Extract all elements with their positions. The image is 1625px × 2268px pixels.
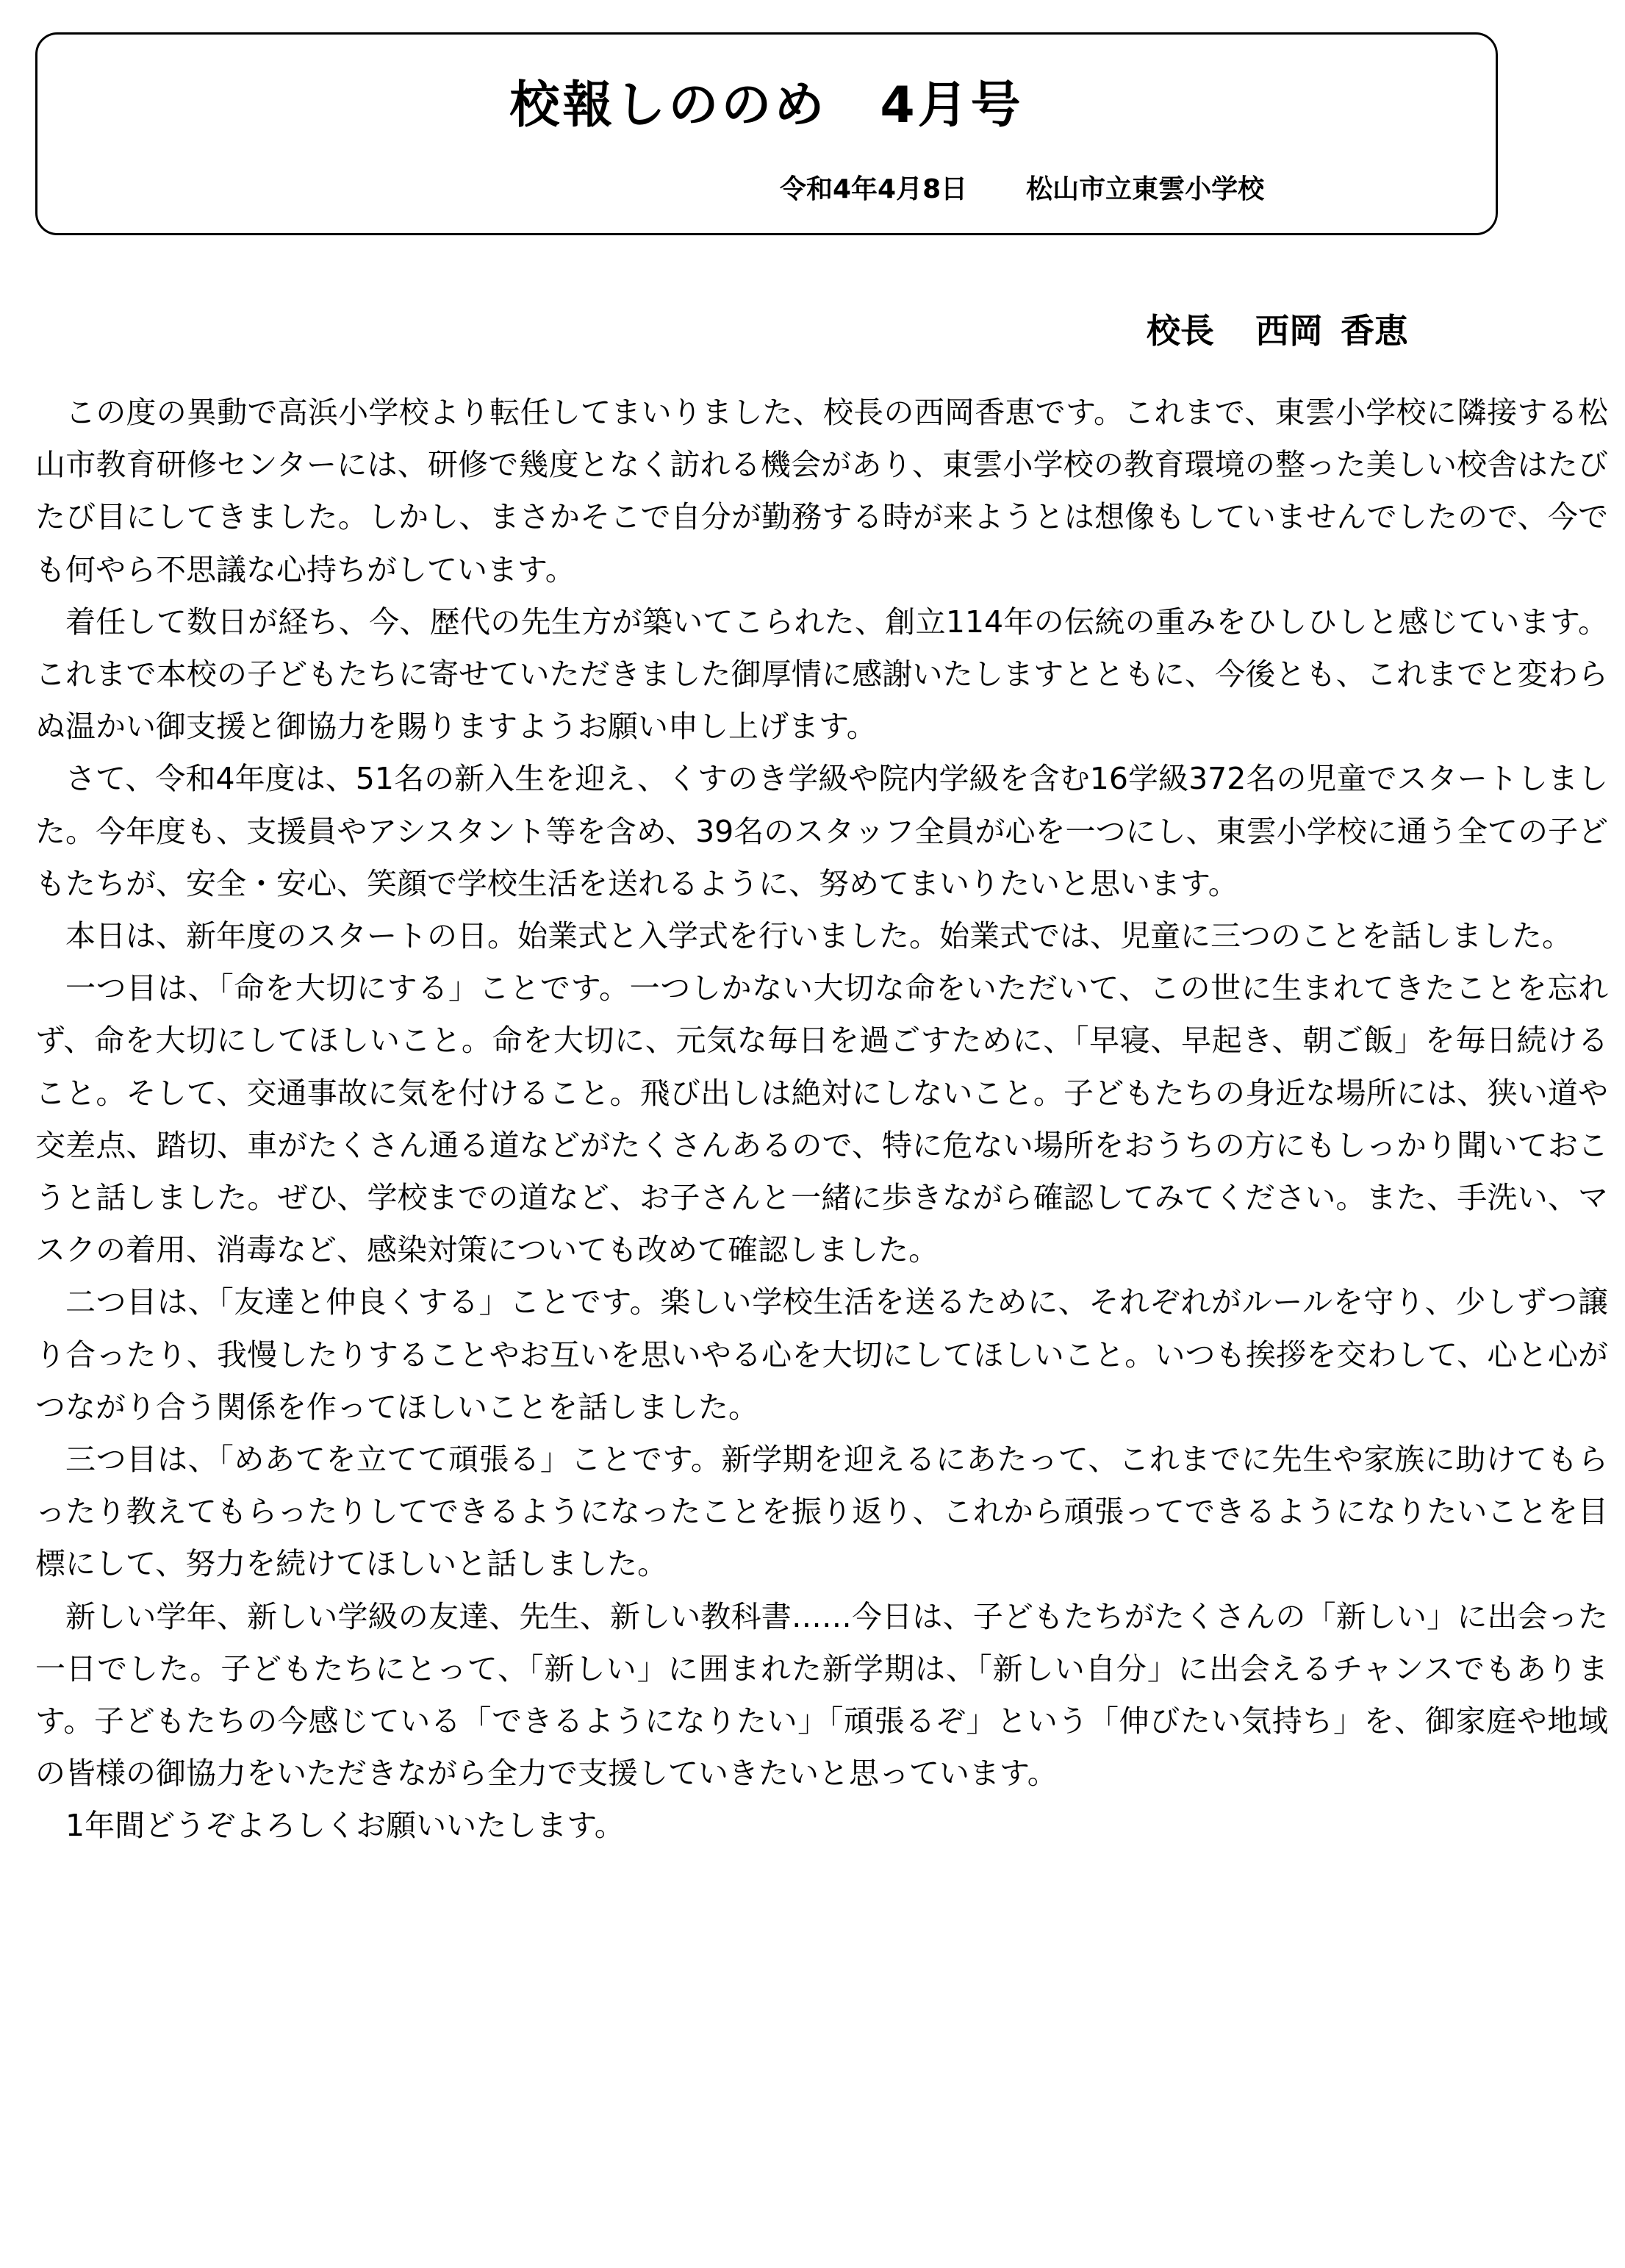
paragraph-third-point: 三つ目は、「めあてを立てて頑張る」ことです。新学期を迎えるにあたって、これまでに先生や家族に助けてもらったり教えてもらったりしてできるようになったことを振り返り、これから頑張ってできるようになりたいことを目標にして、努力を続けてほしいと話しました。 xyxy=(35,1442,1608,1582)
school-name: 松山市立東雲小学校 xyxy=(1026,174,1265,204)
newsletter-title: 校報しののめ 4月号 xyxy=(509,76,1024,135)
paragraph-opening-ceremony: 本日は、新年度のスタートの日。始業式と入学式を行いました。始業式では、児童に三つのことを話しました。 xyxy=(65,918,1572,954)
newsletter-header-box xyxy=(35,32,1498,235)
paragraph-first-point: 一つ目は、「命を大切にする」ことです。一つしかない大切な命をいただいて、この世に生まれてきたことを忘れず、命を大切にしてほしいこと。命を大切に、元気な毎日を過ごすために、「早寝、早起き、朝ご飯」を毎日続けること。そして、交通事故に気を付けること。飛び出しは絶対にしないこと。子どもたちの身近な場所には、狭い道や交差点、踏切、車がたくさん通る道などがたくさんあるので、特に危ない場所をおうちの方にもしっかり聞いておこうと話しました。ぜひ、学校までの道など、お子さんと一緒に歩きながら確認してみてください。また、手洗い、マスクの着用、消毒など、感染対策についても改めて確認しました。 xyxy=(35,970,1608,1268)
paragraph-intro: この度の異動で高浜小学校より転任してまいりました、校長の西岡香恵です。これまで、東雲小学校に隣接する松山市教育研修センターには、研修で幾度となく訪れる機会があり、東雲小学校の教育環境の整った美しい校舎はたびたび目にしてきました。しかし、まさかそこで自分が勤務する時が来ようとは想像もしていませんでしたので、今でも何やら不思議な心持ちがしています。 xyxy=(35,395,1608,587)
paragraph-new-things: 新しい学年、新しい学級の友達、先生、新しい教科書……今日は、子どもたちがたくさんの「新しい」に出会った一日でした。子どもたちにとって、「新しい」に囲まれた新学期は、「新しい自分」に出会えるチャンスでもあります。子どもたちの今感じている「できるようになりたい」「頑張るぞ」という「伸びたい気持ち」を、御家庭や地域の皆様の御協力をいただきながら全力で支援していきたいと思っています。 xyxy=(35,1598,1608,1792)
issue-date: 令和4年4月8日 xyxy=(780,174,968,204)
author-family-name: 西岡 xyxy=(1255,311,1323,351)
paragraph-second-point: 二つ目は、「友達と仲良くする」ことです。楽しい学校生活を送るために、それぞれがルールを守り、少しずつ譲り合ったり、我慢したりすることやお互いを思いやる心を大切にしてほしいこと。いつも挨拶を交わして、心と心がつながり合う関係を作ってほしいことを話しました。 xyxy=(35,1284,1608,1425)
author-line xyxy=(1147,304,1408,353)
issue-info xyxy=(780,168,1264,206)
author-given-name: 香恵 xyxy=(1341,311,1408,351)
paragraph-closing: 1年間どうぞよろしくお願いいたします。 xyxy=(65,1808,625,1844)
paragraph-new-year-stats: さて、令和4年度は、51名の新入生を迎え、くすのき学級や院内学級を含む16学級372名の児童でスタートしました。今年度も、支援員やアシスタント等を含め、39名のスタッフ全員が心を一つにし、東雲小学校に通う全ての子どもたちが、安全・安心、笑顔で学校生活を送れるように、努めてまいりたいと思います。 xyxy=(35,761,1608,901)
paragraph-tradition: 着任して数日が経ち、今、歴代の先生方が築いてこられた、創立114年の伝統の重みをひしひしと感じています。これまで本校の子どもたちに寄せていただきました御厚情に感謝いたしますとともに、今後とも、これまでと変わらぬ温かい御支援と御協力を賜りますようお願い申し上げます。 xyxy=(35,604,1608,745)
author-role: 校長 xyxy=(1147,311,1214,351)
article-body xyxy=(35,387,1608,1853)
